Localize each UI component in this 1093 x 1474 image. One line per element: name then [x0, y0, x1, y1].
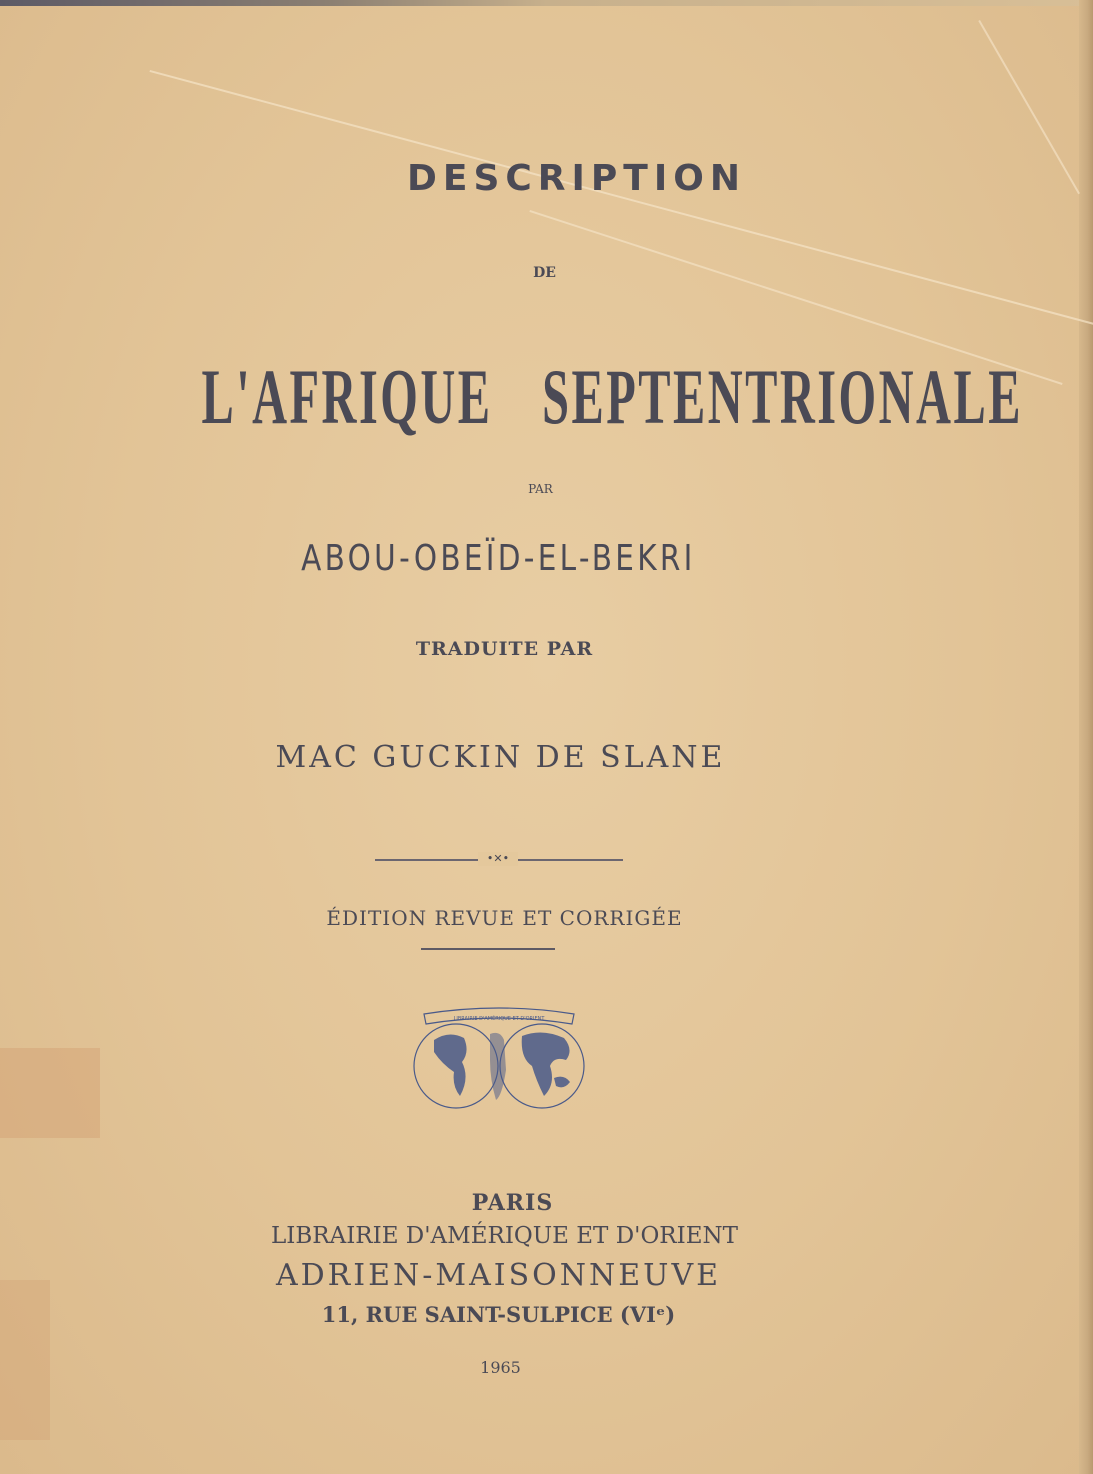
- title-line-2: [201, 352, 1023, 442]
- edition-note: ÉDITION REVUE ET CORRIGÉE: [326, 906, 683, 930]
- translator-name: MAC GUCKIN DE SLANE: [275, 740, 726, 775]
- imprint-address: 11, RUE SAINT-SULPICE (VIᵉ): [321, 1302, 676, 1327]
- title-word-afrique: L'AFRIQUE: [201, 353, 493, 440]
- imprint-publisher-name: ADRIEN-MAISONNEUVE: [275, 1258, 722, 1293]
- imprint-city: PARIS: [471, 1190, 554, 1216]
- ornament-icon: •✕•: [478, 852, 518, 866]
- connector-par: PAR: [528, 482, 553, 496]
- edition-underline: [421, 948, 555, 950]
- author-name: ABOU-OBEÏD-EL-BEKRI: [301, 538, 696, 579]
- imprint-year: 1965: [480, 1358, 521, 1377]
- top-edge-shadow: [0, 0, 1093, 6]
- logo-banner-text: LIBRAIRIE D'AMÉRIQUE ET D'ORIENT: [453, 1016, 545, 1022]
- paper-crease: [149, 70, 1093, 331]
- imprint-publisher: LIBRAIRIE D'AMÉRIQUE ET D'ORIENT: [271, 1223, 738, 1249]
- connector-de: DE: [533, 265, 556, 281]
- label-residue: [0, 1048, 100, 1138]
- right-edge-binding: [1079, 0, 1093, 1474]
- globe-hemispheres-emblem-icon: [404, 1000, 594, 1112]
- title-word-septentrionale: SEPTENTRIONALE: [542, 353, 1023, 440]
- translated-by-label: TRADUITE PAR: [415, 638, 594, 660]
- title-line-1: DESCRIPTION: [406, 158, 746, 199]
